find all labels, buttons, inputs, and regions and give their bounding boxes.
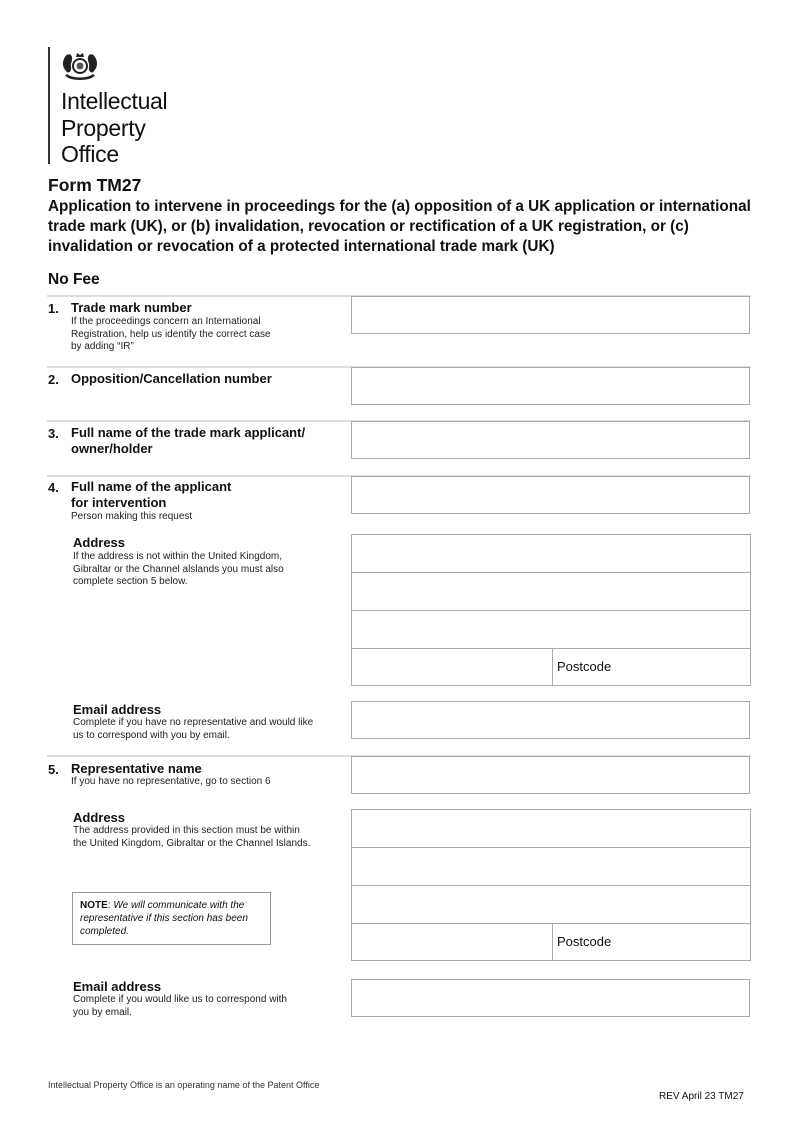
- label-line: owner/holder: [71, 441, 153, 456]
- note-separator: :: [107, 900, 114, 911]
- applicant-address-label: Address: [73, 535, 126, 550]
- logo-line: Property: [61, 114, 146, 141]
- help-line: If the address is not within the United Kingdom,: [73, 551, 283, 562]
- trade-mark-owner-input[interactable]: [351, 421, 750, 459]
- trade-mark-owner-label: [71, 425, 305, 457]
- label-line: for intervention: [71, 495, 167, 510]
- representative-address-help: [73, 825, 310, 850]
- help-line: Complete if you have no representative and would like: [73, 717, 314, 728]
- help-line: Complete if you would like us to correspond with: [73, 994, 287, 1005]
- note-box: [72, 892, 271, 945]
- help-line: Gibraltar or the Channel alslands you must also: [73, 563, 284, 575]
- address-line-2-input[interactable]: [351, 572, 751, 610]
- trade-mark-number-input[interactable]: [351, 296, 750, 334]
- representative-name-input[interactable]: [351, 756, 750, 794]
- representative-address-label: Address: [73, 810, 126, 825]
- applicant-email-label: Email address: [73, 702, 162, 717]
- help-line: us to correspond with you by email.: [73, 729, 230, 741]
- representative-email-help: [73, 994, 287, 1019]
- address-last-row: [351, 648, 751, 686]
- section-number: 3.: [48, 426, 59, 441]
- intervention-applicant-input[interactable]: [351, 476, 750, 514]
- trade-mark-number-label: Trade mark number: [71, 300, 192, 315]
- applicant-address-help: [73, 551, 284, 589]
- royal-coat-of-arms-icon: [58, 47, 102, 83]
- help-line: The address provided in this section must be within: [73, 825, 300, 836]
- logo-divider: [48, 47, 50, 164]
- address-line-4-input[interactable]: [352, 649, 553, 685]
- help-line: by adding “IR”: [71, 341, 134, 352]
- form-title: Form TM27: [48, 175, 142, 195]
- representative-email-label: Email address: [73, 979, 162, 994]
- address-line-4-input[interactable]: [352, 924, 553, 960]
- applicant-address-block: [351, 534, 751, 686]
- help-line: If the proceedings concern an International: [71, 316, 261, 327]
- section-number: 1.: [48, 301, 59, 316]
- applicant-email-help: [73, 717, 313, 742]
- section-number: 4.: [48, 480, 59, 495]
- section-number: 5.: [48, 762, 59, 777]
- postcode-input[interactable]: Postcode: [557, 934, 612, 949]
- address-line-3-input[interactable]: [351, 610, 751, 648]
- footer-note: Intellectual Property Office is an operating name of the Patent Office: [48, 1080, 320, 1090]
- representative-name-help: If you have no representative, go to section 6: [71, 776, 271, 787]
- intervention-applicant-help: Person making this request: [71, 511, 193, 522]
- logo-line: Office: [61, 141, 119, 167]
- section-number: 2.: [48, 372, 59, 387]
- address-line-1-input[interactable]: [351, 534, 751, 572]
- opposition-number-input[interactable]: [351, 367, 750, 405]
- label-line: Full name of the trade mark applicant/: [71, 425, 306, 440]
- address-line-2-input[interactable]: [351, 847, 751, 885]
- applicant-email-input[interactable]: [351, 701, 750, 739]
- logo-wordmark: [61, 88, 167, 168]
- fee-label: No Fee: [48, 271, 100, 288]
- postcode-input[interactable]: Postcode: [557, 659, 612, 674]
- label-line: Full name of the applicant: [71, 479, 232, 494]
- help-line: you by email.: [73, 1006, 132, 1018]
- representative-email-input[interactable]: [351, 979, 750, 1017]
- representative-address-block: [351, 809, 751, 961]
- note-label: NOTE: [80, 900, 108, 911]
- form-subtitle: Application to intervene in proceedings for the (a) opposition of a UK application or international trade mark (UK), or (b) invalidation, revocation or rectification of a UK registration, or (c) invalidation or revocation of a protected international trade mark (UK): [48, 198, 751, 255]
- address-last-row: [351, 923, 751, 961]
- help-line: Registration, help us identify the correct case: [71, 328, 271, 340]
- address-line-1-input[interactable]: [351, 809, 751, 847]
- form-revision: REV April 23 TM27: [659, 1091, 744, 1102]
- address-line-3-input[interactable]: [351, 885, 751, 923]
- help-line: the United Kingdom, Gibraltar or the Channel Islands.: [73, 837, 311, 849]
- representative-name-label: Representative name: [71, 761, 202, 776]
- help-line: complete section 5 below.: [73, 576, 188, 587]
- intervention-applicant-label: [71, 479, 231, 511]
- trade-mark-number-help: [71, 316, 271, 354]
- logo-line: Intellectual: [61, 88, 168, 114]
- note-text: We will communicate with the representative if this section has been completed.: [80, 900, 248, 937]
- opposition-number-label: Opposition/Cancellation number: [71, 371, 272, 386]
